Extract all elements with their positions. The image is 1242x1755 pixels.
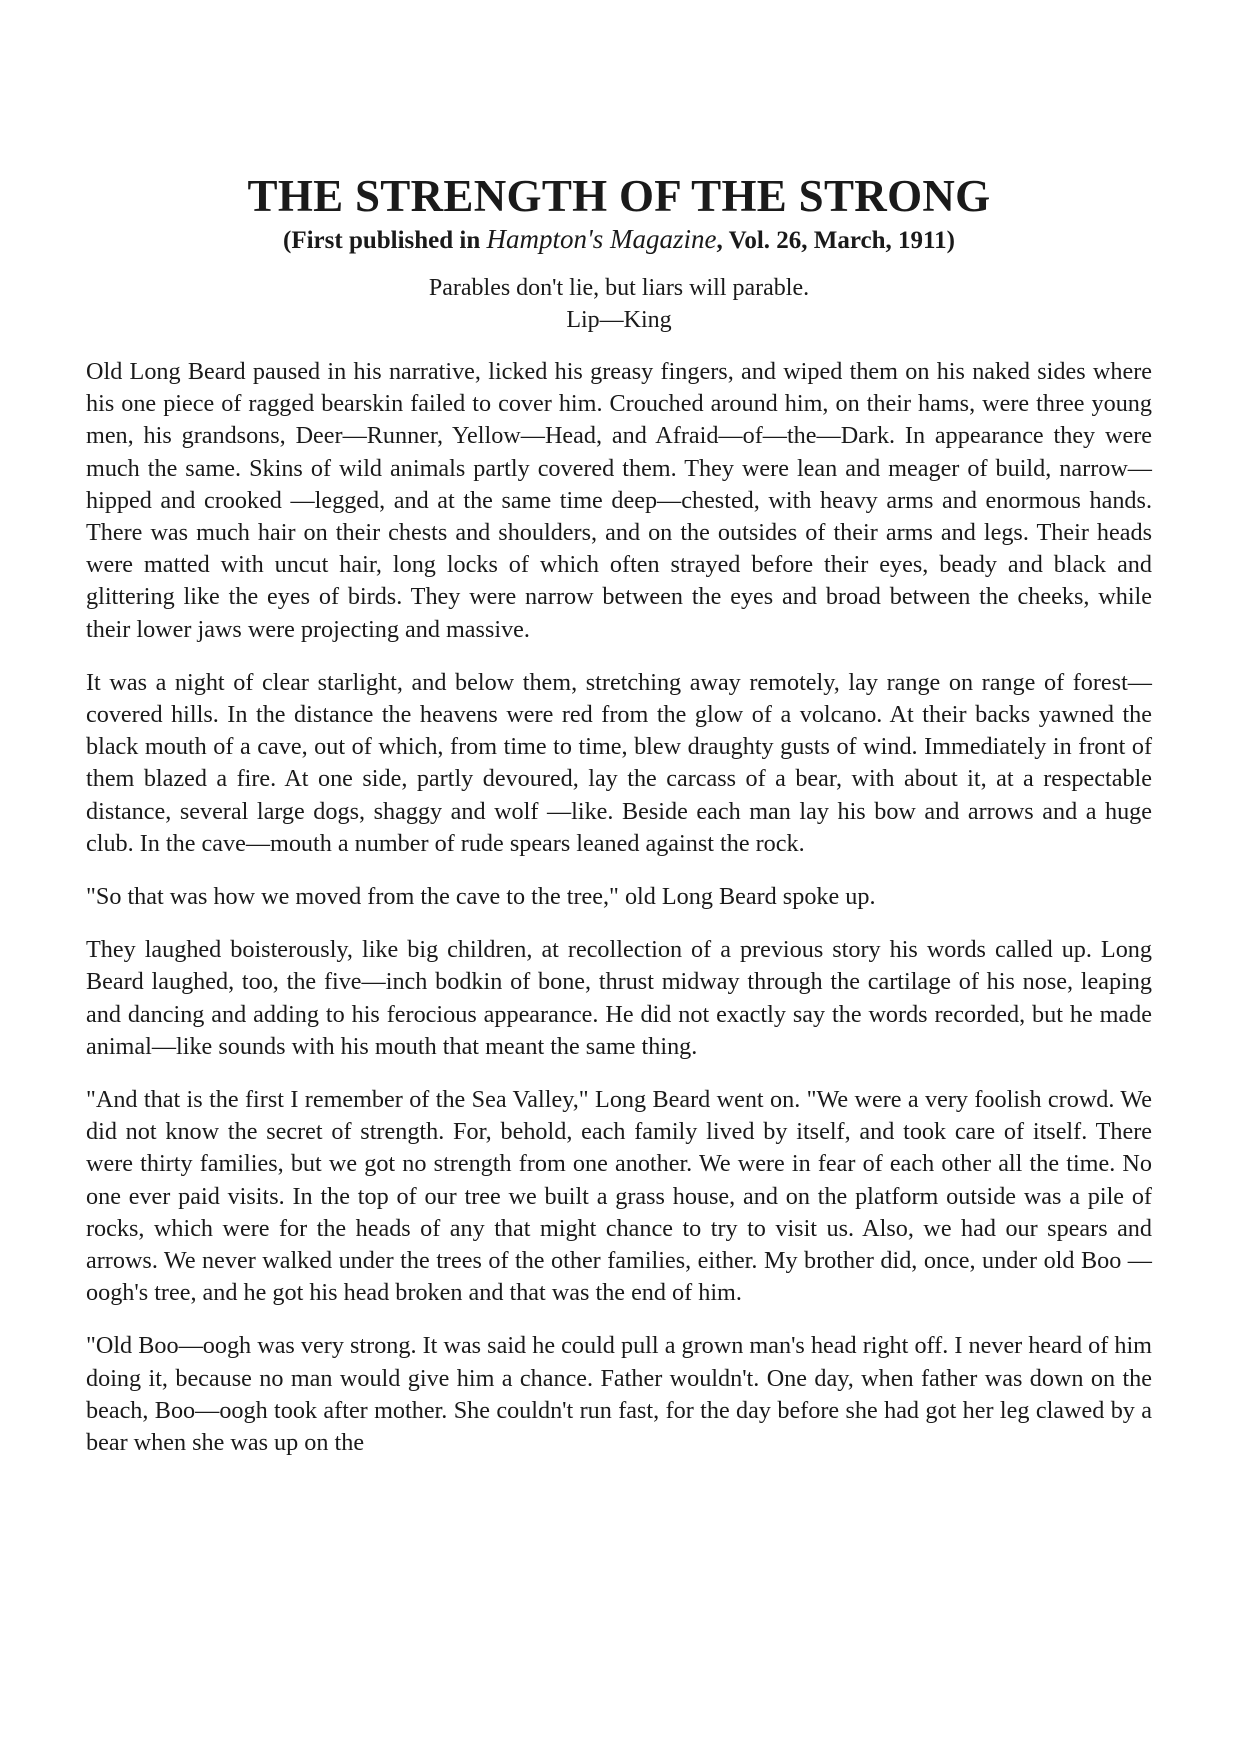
publication-suffix: , Vol. 26, March, 1911) (716, 227, 955, 254)
paragraph-5: "And that is the first I remember of the Sea Valley," Long Beard went on. "We were a very foolish crowd. We did not know the secret of strength. For, behold, each family lived by itself, and took care of itself. There were thirty families, but we got no strength from one another. We were in fear of each other all the time. No one ever paid visits. In the top of our tree we built a grass house, and on the platform outside was a pile of rocks, which were for the heads of any that might chance to try to visit us. Also, we had our spears and arrows. We never walked under the trees of the other families, either. My brother did, once, under old Boo —oogh's tree, and he got his head broken and that was the end of him. (86, 1086, 1152, 1307)
epigraph-author: Lip—King (566, 307, 672, 333)
paragraph-3: "So that was how we moved from the cave to the tree," old Long Beard spoke up. (86, 883, 876, 911)
paragraph-4: They laughed boisterously, like big children, at recollection of a previous story his words called up. Long Beard laughed, too, the five—inch bodkin of bone, thrust midway through the cartilage of his nose, leaping and dancing and adding to his ferocious appearance. He did not exactly say the words recorded, but he made animal—like sounds with his mouth that meant the same thing. (86, 936, 1152, 1060)
paragraph-1: Old Long Beard paused in his narrative, licked his greasy fingers, and wiped them on his naked sides where his one piece of ragged bearskin failed to cover him. Crouched around him, on their hams, were three young men, his grandsons, Deer—Runner, Yellow—Head, and Afraid—of—the—Dark. In appearance they were much the same. Skins of wild animals partly covered them. They were lean and meager of build, narrow—hipped and crooked —legged, and at the same time deep—chested, with heavy arms and enormous hands. There was much hair on their chests and shoulders, and on the outsides of their arms and legs. Their heads were matted with uncut hair, long locks of which often strayed before their eyes, beady and black and glittering like the eyes of birds. They were narrow between the eyes and broad between the cheeks, while their lower jaws were projecting and massive. (86, 358, 1152, 643)
publication-note (86, 222, 1152, 258)
publication-prefix: (First published in (283, 227, 487, 254)
paragraph-6: "Old Boo—oogh was very strong. It was said he could pull a grown man's head right off. I never heard of him doing it, because no man would give him a chance. Father wouldn't. One day, when father was down on the beach, Boo—oogh took after mother. She couldn't run fast, for the day before she had got her leg clawed by a bear when she was up on the (86, 1332, 1152, 1457)
epigraph-quote: Parables don't lie, but liars will parable. (428, 275, 810, 301)
paragraph-2: It was a night of clear starlight, and below them, stretching away remotely, lay range on range of forest—covered hills. In the distance the heavens were red from the glow of a volcano. At their backs yawned the black mouth of a cave, out of which, from time to time, blew draughty gusts of wind. Immediately in front of them blazed a fire. At one side, partly devoured, lay the carcass of a bear, with about it, at a respectable distance, several large dogs, shaggy and wolf —like. Beside each man lay his bow and arrows and a huge club. In the cave—mouth a number of rude spears leaned against the rock. (86, 668, 1152, 857)
page-title: THE STRENGTH OF THE STRONG (247, 171, 991, 221)
magazine-name: Hampton's Magazine (486, 224, 717, 254)
epigraph (86, 272, 1152, 336)
document-page (86, 170, 1152, 1480)
